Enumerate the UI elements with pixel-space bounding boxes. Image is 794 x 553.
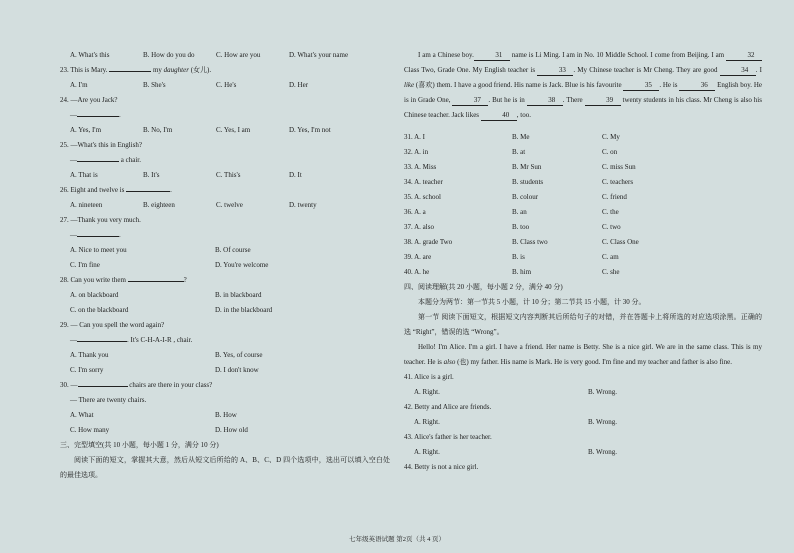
part1-instructions: 第一节 阅读下面短文，根据短文内容判断其后所给句子的对错，并在答题卡上将所选的对应选项涂黑。正确的选 “Right”，错误的选 “Wrong”。: [404, 313, 762, 336]
q43-options: [404, 445, 762, 460]
q41-stem: 41. Alice is a girl.: [404, 373, 454, 381]
cloze-options: [404, 130, 762, 280]
q41-options: [404, 385, 762, 400]
option: A. That is: [70, 171, 98, 179]
option: C. the: [602, 208, 619, 216]
cloze-blank: 39: [585, 95, 621, 106]
cloze-option-row: [404, 265, 762, 280]
option: B. Mr Sun: [512, 163, 542, 171]
cloze-option-row: [404, 250, 762, 265]
option: B. How: [215, 411, 237, 419]
q23-options: [60, 78, 390, 93]
q28-options-row2: [60, 303, 390, 318]
cloze-option-row: [404, 235, 762, 250]
option: C. Yes, I am: [216, 126, 251, 134]
q27-answer-line: — .: [60, 228, 390, 243]
option: B. is: [512, 253, 525, 261]
option: 32. A. in: [404, 148, 429, 156]
reading-passage: Hello! I'm Alice. I'm a girl. I have a friend. Her name is Betty. She is a nice girl. We are in the same class. This is my teacher. He is also (也) my father. His name is Mark. He is very good. I'm fine and my teacher and father is also fine.: [404, 343, 762, 366]
cloze-blank: 35: [623, 80, 659, 91]
q27-options-row1: [60, 243, 390, 258]
q25-options: [60, 168, 390, 183]
option: B. Of course: [215, 246, 251, 254]
option: A. nineteen: [70, 201, 103, 209]
option: B. at: [512, 148, 526, 156]
option: D. Her: [289, 81, 309, 89]
passage-text: . I: [755, 66, 762, 74]
option: B. Class two: [512, 238, 548, 246]
option: B. No, I'm: [143, 126, 173, 134]
option: B. an: [512, 208, 527, 216]
option: D. You're welcome: [215, 261, 269, 269]
q30-options-row2: [60, 423, 390, 438]
cloze-blank: 36: [679, 80, 715, 91]
q22-options: [60, 48, 390, 63]
option: C. He's: [216, 81, 237, 89]
cloze-option-row: [404, 130, 762, 145]
right-column: [404, 48, 762, 475]
left-column: [60, 48, 390, 483]
option: A. Right.: [414, 448, 440, 456]
q24-stem: 24. —Are you Jack?: [60, 96, 118, 104]
option: A. What: [70, 411, 94, 419]
section3-instructions: 阅读下面的短文，掌握其大意，然后从短文后所给的 A、B、C、D 四个选项中，选出可以填入空白处的最佳选项。: [60, 456, 390, 479]
cloze-blank: 33: [537, 65, 573, 76]
option: 33. A. Miss: [404, 163, 437, 171]
option: D. How old: [215, 426, 248, 434]
option: A. Thank you: [70, 351, 109, 359]
option: A. What's this: [70, 51, 110, 59]
section4-subtitle: 本题分为两节：第一节共 5 小题，计 10 分；第二节共 15 小题，计 30 分。: [418, 298, 646, 306]
option: C. I'm sorry: [70, 366, 104, 374]
option: C. twelve: [216, 201, 243, 209]
cloze-option-row: [404, 175, 762, 190]
passage-text: . My Chinese teacher is Mr Cheng. They are good: [573, 66, 720, 74]
option: B. him: [512, 268, 532, 276]
option: 31. A. I: [404, 133, 425, 141]
cloze-blank: 32: [726, 50, 762, 61]
cloze-blank: 40: [481, 110, 517, 121]
option: B. eighteen: [143, 201, 175, 209]
q30-reply: — There are twenty chairs.: [70, 396, 147, 404]
cloze-option-row: [404, 190, 762, 205]
q29-stem: 29. — Can you spell the word again?: [60, 321, 165, 329]
option: B. It's: [143, 171, 160, 179]
q29-options-row1: [60, 348, 390, 363]
option: C. How many: [70, 426, 110, 434]
option: 39. A. are: [404, 253, 432, 261]
q25-stem: 25. —What's this in English?: [60, 141, 142, 149]
cloze-blank: 37: [452, 95, 488, 106]
q25-answer-line: — a chair.: [60, 153, 390, 168]
passage-text: twenty students in his class. Mr Cheng is also his Chinese teacher. Jack likes: [404, 96, 762, 119]
option: A. I'm: [70, 81, 88, 89]
option: C. she: [602, 268, 620, 276]
option: B. Yes, of course: [215, 351, 263, 359]
q27-stem: 27. —Thank you very much.: [60, 216, 141, 224]
option: B. Wrong.: [588, 388, 617, 396]
option: D. twenty: [289, 201, 317, 209]
option: C. This's: [216, 171, 241, 179]
option: C. My: [602, 133, 620, 141]
passage-text: . There: [562, 96, 585, 104]
cloze-option-row: [404, 220, 762, 235]
option: A. Right.: [414, 388, 440, 396]
q42-stem: 42. Betty and Alice are friends.: [404, 403, 492, 411]
q43-stem: 43. Alice's father is her teacher.: [404, 433, 492, 441]
cloze-blank: 38: [527, 95, 563, 106]
option: 38. A. grade Two: [404, 238, 453, 246]
option: D. Yes, I'm not: [289, 126, 331, 134]
option: C. I'm fine: [70, 261, 100, 269]
option: B. too: [512, 223, 530, 231]
option: D. I don't know: [215, 366, 259, 374]
cloze-blank: 31: [474, 50, 510, 61]
cloze-passage: [404, 48, 762, 123]
cloze-option-row: [404, 145, 762, 160]
option: B. colour: [512, 193, 539, 201]
section4-title: 四、阅读理解(共 20 小题，每小题 2 分，满分 40 分): [404, 283, 563, 291]
option: D. in the blackboard: [215, 306, 273, 314]
option: B. How do you do: [143, 51, 195, 59]
passage-italic: like: [404, 81, 415, 89]
q26-stem: 26. Eight and twelve is .: [60, 183, 390, 198]
option: C. am: [602, 253, 619, 261]
option: B. in blackboard: [215, 291, 262, 299]
option: B. students: [512, 178, 544, 186]
option: 36. A. a: [404, 208, 426, 216]
option: B. Wrong.: [588, 448, 617, 456]
q26-options: [60, 198, 390, 213]
cloze-option-row: [404, 160, 762, 175]
passage-text: English boy. He is in Grade One,: [404, 81, 762, 104]
q28-options-row1: [60, 288, 390, 303]
passage-text: . He is: [659, 81, 680, 89]
option: B. She's: [143, 81, 166, 89]
passage-text: name is Li Ming. I am in No. 10 Middle School. I come from Beijing. I am: [509, 51, 727, 59]
option: A. Nice to meet you: [70, 246, 127, 254]
option: B. Me: [512, 133, 530, 141]
option: 34. A. teacher: [404, 178, 443, 186]
passage-text: , too.: [516, 111, 531, 119]
q28-stem: 28. Can you write them ?: [60, 273, 390, 288]
option: A. Right.: [414, 418, 440, 426]
q24-options: [60, 123, 390, 138]
option: 35. A. school: [404, 193, 441, 201]
option: C. on the blackboard: [70, 306, 129, 314]
option: C. teachers: [602, 178, 634, 186]
q30-options-row1: [60, 408, 390, 423]
q29-options-row2: [60, 363, 390, 378]
option: C. How are you: [216, 51, 261, 59]
option: C. miss Sun: [602, 163, 636, 171]
option: C. on: [602, 148, 618, 156]
option: C. Class One: [602, 238, 639, 246]
q44-stem: 44. Betty is not a nice girl.: [404, 463, 479, 471]
passage-text: . But he is in: [488, 96, 527, 104]
q30-stem: 30. — chairs are there in your class?: [60, 378, 390, 393]
option: D. What's your name: [289, 51, 349, 59]
passage-text: Class Two, Grade One. My English teacher is: [404, 66, 538, 74]
option: B. Wrong.: [588, 418, 617, 426]
passage-text: I am a Chinese boy.: [418, 51, 474, 59]
option: C. two: [602, 223, 621, 231]
option: A. on blackboard: [70, 291, 119, 299]
option: A. Yes, I'm: [70, 126, 102, 134]
q29-answer-line: — . It's C-H-A-I-R , chair.: [60, 333, 390, 348]
q24-answer-line: — .: [60, 108, 390, 123]
q27-options-row2: [60, 258, 390, 273]
cloze-blank: 34: [720, 65, 756, 76]
cloze-option-row: [404, 205, 762, 220]
option: 40. A. he: [404, 268, 430, 276]
page-footer: 七年级英语试题 第2页（共 4 页）: [349, 536, 445, 543]
section3-title: 三、完型填空(共 10 小题，每小题 1 分，满分 10 分): [60, 441, 219, 449]
q42-options: [404, 415, 762, 430]
option: C. friend: [602, 193, 627, 201]
option: 37. A. also: [404, 223, 434, 231]
passage-text: (喜欢) them. I have a good friend. His name is Jack. Blue is his favourite: [414, 81, 624, 89]
option: D. It: [289, 171, 302, 179]
q23-stem: 23. This is Mary. my daughter (女儿).: [60, 63, 390, 78]
